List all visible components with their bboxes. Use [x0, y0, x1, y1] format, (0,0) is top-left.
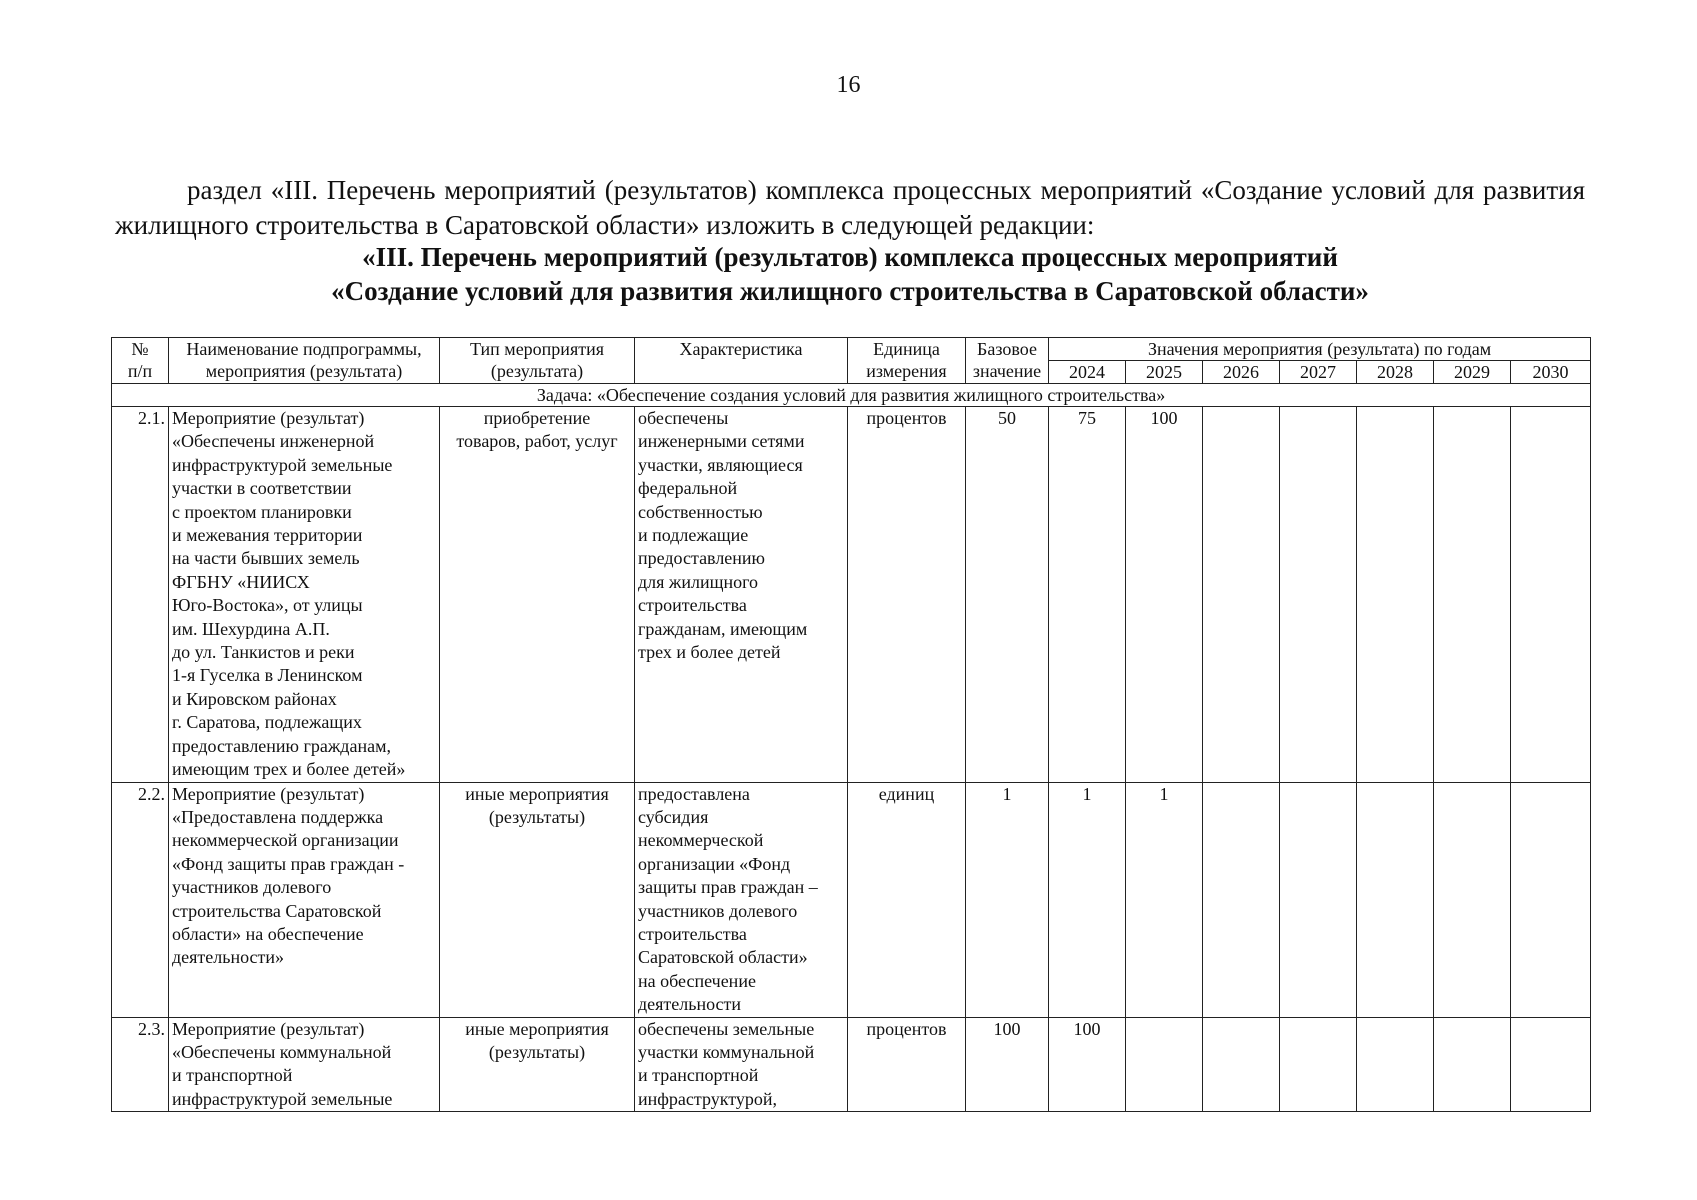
row-value-2024: 75 — [1049, 407, 1126, 783]
row-unit: процентов — [848, 407, 966, 783]
row-value-2026 — [1203, 782, 1280, 1017]
row-type: иные мероприятия (результаты) — [440, 1017, 635, 1112]
row-characteristic: обеспечены земельные участки коммунальной и транспортной инфраструктурой, — [635, 1017, 848, 1112]
row-value-2030 — [1511, 1017, 1591, 1112]
row-base: 100 — [966, 1017, 1049, 1112]
row-name: Мероприятие (результат) «Обеспечены инженерной инфраструктурой земельные участки в соответствии с проектом планировки и межевания территории на части бывших земель ФГБНУ «НИИСХ Юго-Востока», от улицы им. Шехурдина А.П. до ул. Танкистов и реки 1-я Гуселка в Ленинском и Кировском районах г. Саратова, подлежащих предоставлению гражданам, имеющим трех и более детей» — [169, 407, 440, 783]
row-value-2024: 100 — [1049, 1017, 1126, 1112]
row-name: Мероприятие (результат) «Предоставлена поддержка некоммерческой организации «Фонд защиты прав граждан - участников долевого строительства Саратовской области» на обеспечение деятельности» — [169, 782, 440, 1017]
header-values-group: Значения мероприятия (результата) по годам — [1049, 338, 1591, 361]
row-value-2026 — [1203, 1017, 1280, 1112]
row-characteristic: обеспечены инженерными сетями участки, являющиеся федеральной собственностью и подлежащие предоставлению для жилищного строительства гражданам, имеющим трех и более детей — [635, 407, 848, 783]
row-type: иные мероприятия (результаты) — [440, 782, 635, 1017]
row-unit: единиц — [848, 782, 966, 1017]
section-heading-line-1: «III. Перечень мероприятий (результатов) комплекса процессных мероприятий — [362, 242, 1338, 272]
header-year: 2028 — [1357, 361, 1434, 384]
row-unit: процентов — [848, 1017, 966, 1112]
row-value-2030 — [1511, 782, 1591, 1017]
header-type: Тип мероприятия (результата) — [440, 338, 635, 384]
row-num: 2.1. — [112, 407, 169, 783]
row-value-2029 — [1434, 782, 1511, 1017]
page-number: 16 — [836, 72, 861, 98]
measures-table — [111, 337, 1591, 1112]
row-num: 2.3. — [112, 1017, 169, 1112]
row-value-2029 — [1434, 407, 1511, 783]
header-year: 2024 — [1049, 361, 1126, 384]
table-row — [112, 1017, 1591, 1112]
row-base: 1 — [966, 782, 1049, 1017]
header-name: Наименование подпрограммы, мероприятия (результата) — [169, 338, 440, 384]
intro-paragraph: раздел «III. Перечень мероприятий (результатов) комплекса процессных мероприятий «Создание условий для развития жилищного строительства в Саратовской области» изложить в следующей редакции: — [115, 175, 1585, 240]
row-value-2025: 100 — [1126, 407, 1203, 783]
row-value-2027 — [1280, 1017, 1357, 1112]
section-heading — [115, 240, 1585, 308]
section-heading-line-2: «Создание условий для развития жилищного строительства в Саратовской области» — [331, 276, 1369, 306]
header-unit: Единица измерения — [848, 338, 966, 384]
row-value-2030 — [1511, 407, 1591, 783]
header-year: 2025 — [1126, 361, 1203, 384]
row-characteristic: предоставлена субсидия некоммерческой организации «Фонд защиты прав граждан – участников долевого строительства Саратовской области» на обеспечение деятельности — [635, 782, 848, 1017]
header-year: 2030 — [1511, 361, 1591, 384]
row-num: 2.2. — [112, 782, 169, 1017]
row-value-2027 — [1280, 407, 1357, 783]
header-year: 2027 — [1280, 361, 1357, 384]
header-num: № п/п — [112, 338, 169, 384]
row-value-2028 — [1357, 782, 1434, 1017]
row-value-2024: 1 — [1049, 782, 1126, 1017]
row-name: Мероприятие (результат) «Обеспечены коммунальной и транспортной инфраструктурой земельные — [169, 1017, 440, 1112]
header-row — [112, 338, 1591, 361]
header-year: 2026 — [1203, 361, 1280, 384]
header-base: Базовое значение — [966, 338, 1049, 384]
row-value-2028 — [1357, 1017, 1434, 1112]
row-type: приобретение товаров, работ, услуг — [440, 407, 635, 783]
row-value-2026 — [1203, 407, 1280, 783]
task-text: Задача: «Обеспечение создания условий для развития жилищного строительства» — [112, 384, 1591, 407]
header-characteristic: Характеристика — [635, 338, 848, 384]
table-row — [112, 407, 1591, 783]
task-row — [112, 384, 1591, 407]
row-value-2028 — [1357, 407, 1434, 783]
row-value-2025 — [1126, 1017, 1203, 1112]
header-year: 2029 — [1434, 361, 1511, 384]
row-value-2029 — [1434, 1017, 1511, 1112]
row-value-2025: 1 — [1126, 782, 1203, 1017]
table-row — [112, 782, 1591, 1017]
row-value-2027 — [1280, 782, 1357, 1017]
row-base: 50 — [966, 407, 1049, 783]
